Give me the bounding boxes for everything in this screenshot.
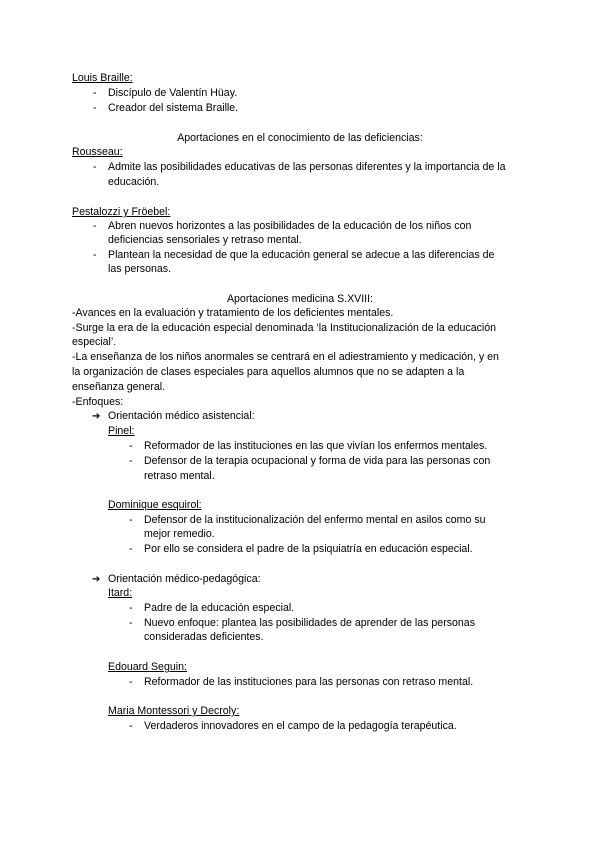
pedagogica-label: Orientación médico-pedagógica: <box>108 573 261 585</box>
medicina-line: -La enseñanza de los niños anormales se centrará en el adiestramiento y medicación, y en <box>72 351 499 363</box>
bullet-dash: - <box>129 543 133 555</box>
bullet-dash: - <box>129 514 133 526</box>
bullet-dash: - <box>129 455 133 467</box>
pestalozzi-item2-line2: las personas. <box>108 263 172 275</box>
medicina-line: especial’. <box>72 336 117 348</box>
medicina-line: la organización de clases especiales para aquellos alumnos que no se adapten a la <box>72 366 465 378</box>
bullet-dash: - <box>93 87 97 99</box>
seguin-heading: Edouard Seguin: <box>108 661 187 673</box>
braille-item-2: Creador del sistema Braille. <box>108 102 239 114</box>
esquirol-item1-line1: Defensor de la institucionalización del enfermo mental en asilos como su <box>144 514 486 526</box>
seguin-item1: Reformador de las instituciones para las personas con retraso mental. <box>144 676 474 688</box>
bullet-dash: - <box>129 602 133 614</box>
bullet-dash: - <box>129 617 133 629</box>
esquirol-item1-line2: mejor remedio. <box>144 528 215 540</box>
bullet-dash: - <box>93 161 97 173</box>
itard-item2-line2: consideradas deficientes. <box>144 631 264 643</box>
pestalozzi-item1-line1: Abren nuevos horizontes a las posibilidades de la educación de los niños con <box>108 220 472 232</box>
arrow-icon: ➔ <box>92 411 101 422</box>
pinel-item2-line2: retraso mental. <box>144 470 215 482</box>
itard-heading: Itard: <box>108 587 133 599</box>
aportaciones-title: Aportaciones en el conocimiento de las deficiencias: <box>177 132 423 144</box>
pinel-item1: Reformador de las instituciones en las que vivían los enfermos mentales. <box>144 440 488 452</box>
bullet-dash: - <box>129 440 133 452</box>
braille-item-1: Discípulo de Valentín Hüay. <box>108 87 238 99</box>
pinel-item2-line1: Defensor de la terapia ocupacional y forma de vida para las personas con <box>144 455 491 467</box>
bullet-dash: - <box>93 102 97 114</box>
medicina-title: Aportaciones medicina S.XVIII: <box>226 293 374 305</box>
arrow-icon: ➔ <box>92 574 101 585</box>
medicina-line: -Surge la era de la educación especial denominada ‘la Institucionalización de la educación <box>72 322 497 334</box>
itard-item1: Padre de la educación especial. <box>144 602 295 614</box>
pestalozzi-item2-line1: Plantean la necesidad de que la educación general se adecue a las diferencias de <box>108 249 495 261</box>
pestalozzi-item1-line2: deficiencias sensoriales y retraso mental. <box>108 234 302 246</box>
bullet-dash: - <box>129 720 133 732</box>
medicina-line: -Avances en la evaluación y tratamiento de los deficientes mentales. <box>72 307 394 319</box>
esquirol-item2: Por ello se considera el padre de la psiquiatría en educación especial. <box>144 543 473 555</box>
esquirol-heading: Dominique esquirol: <box>108 499 202 511</box>
bullet-dash: - <box>93 249 97 261</box>
itard-item2-line1: Nuevo enfoque: plantea las posibilidades de aprender de las personas <box>144 617 475 629</box>
bullet-dash: - <box>129 676 133 688</box>
pinel-heading: Pinel: <box>108 425 135 437</box>
montessori-heading: Maria Montessori y Decroly: <box>108 705 240 717</box>
rousseau-item-line1: Admite las posibilidades educativas de las personas diferentes y la importancia de la <box>108 161 506 173</box>
medicina-line: enseñanza general. <box>72 381 166 393</box>
pestalozzi-heading: Pestalozzi y Fröebel: <box>72 206 171 218</box>
rousseau-heading: Rousseau: <box>72 146 123 158</box>
bullet-dash: - <box>93 220 97 232</box>
asistencial-label: Orientación médico asistencial: <box>108 410 255 422</box>
medicina-line: -Enfoques: <box>72 396 124 408</box>
braille-heading: Louis Braille: <box>72 72 133 84</box>
montessori-item1: Verdaderos innovadores en el campo de la pedagogía terapéutica. <box>144 720 457 732</box>
rousseau-item-line2: educación. <box>108 176 160 188</box>
